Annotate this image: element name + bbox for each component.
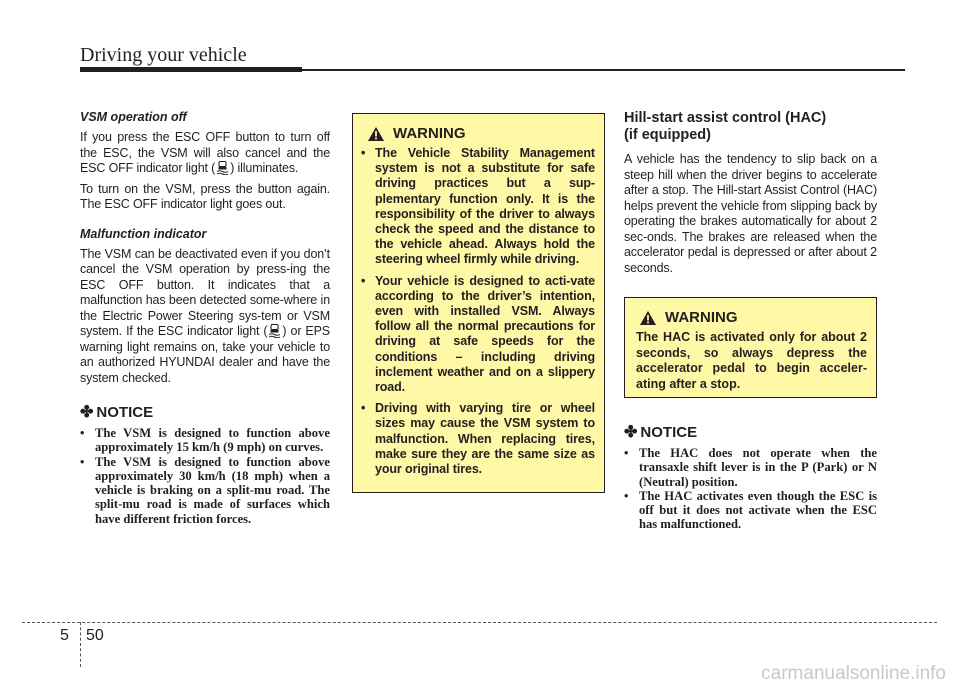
page-number: 50 — [86, 627, 104, 644]
malfunction-paragraph — [80, 247, 330, 387]
footer-rule — [22, 622, 937, 623]
header-rule-thick — [80, 67, 302, 72]
right-notice-item: • The HAC activates even though the ESC is off but it does not activate when the ESC has malfunctioned. — [624, 488, 877, 532]
page-header-title: Driving your vehicle — [80, 44, 247, 66]
hac-warning-box — [624, 297, 877, 398]
vsm-warning-item-text: The Vehicle Stability Management system is not a substitute for safe driving practices but a sup-plementary function only. It is the responsibility of the driver to always check the speed and the distance to the vehicle ahead. Always hold the steering wheel firmly while driving. — [375, 146, 595, 267]
left-notice-list — [80, 426, 330, 526]
vsm-off-heading: VSM operation off — [80, 110, 187, 124]
hac-paragraph: A vehicle has the tendency to slip back on a steep hill when the driver begins to accelerate after a stop. The Hill-start Assist Control (HAC) helps prevent the vehicle from slipping back by operating the brakes automatically for about 2 sec-onds. The brakes are released when the accelerator pedal is depressed or after about 2 seconds. — [624, 152, 877, 275]
hac-warning-text: The HAC is activated only for about 2 seconds, so always depress the accelerator pedal to begin acceler-ating after a stop. — [636, 330, 867, 391]
hac-heading-line2: (if equipped) — [624, 127, 711, 143]
vsm-warning-head — [353, 125, 604, 142]
right-notice-item-text: The HAC activates even though the ESC is off but it does not activate when the ESC has malfunctioned. — [639, 488, 877, 532]
vsm-warning-list — [353, 146, 604, 477]
vsm-warning-box — [352, 113, 605, 493]
vsm-warning-item: • Your vehicle is designed to acti-vate according to the driver’s intention, even with installed VSM. Always follow all the normal precautions for driving at safe speeds for the conditions – including driving inclement weather and on a slippery road. — [361, 273, 595, 395]
hac-heading — [624, 110, 877, 144]
right-notice-item: • The HAC does not operate when the transaxle shift lever is in the P (Park) or N (Neutral) position. — [624, 446, 877, 489]
esc-indicator-icon — [268, 324, 281, 338]
warning-triangle-icon — [639, 310, 657, 326]
right-notice-title — [624, 422, 877, 442]
malfunction-heading: Malfunction indicator — [80, 226, 207, 241]
vsm-warning-title: WARNING — [393, 125, 466, 142]
right-column — [624, 110, 877, 281]
malfunction-part-b: ) or EPS warning light remains on, take your vehicle to an authorized HYUNDAI dealer and have the system checked. — [80, 324, 330, 385]
vsm-warning-item-text: Your vehicle is designed to acti-vate according to the driver’s intention, even with installed VSM. Always follow all the normal precautions for driving at safe speeds for the conditions – including driving inclement weather and on a slippery road. — [375, 273, 595, 395]
right-notice-item-text: The HAC does not operate when the transaxle shift lever is in the P (Park) or N (Neutral) position. — [639, 446, 877, 489]
hac-warning-title: WARNING — [665, 309, 738, 326]
vsm-warning-item: • The Vehicle Stability Management system is not a substitute for safe driving practices but a sup-plementary function only. It is the responsibility of the driver to always check the speed and the distance to the vehicle ahead. Always hold the steering wheel firmly while driving. — [361, 146, 595, 267]
hac-warning-head — [636, 309, 867, 326]
vsm-off-p1-part-a: If you press the ESC OFF button to turn off the ESC, the VSM will also cancel and the ESC OFF indicator light ( — [80, 130, 330, 175]
hac-heading-line1: Hill-start assist control (HAC) — [624, 110, 827, 126]
left-column — [80, 110, 330, 526]
vsm-off-paragraph-2: To turn on the VSM, press the button again. The ESC OFF indicator light goes out. — [80, 181, 330, 211]
left-notice-title — [80, 402, 330, 422]
chapter-number: 5 — [60, 627, 69, 644]
left-notice-item: • The VSM is designed to function above approximately 30 km/h (18 mph) when a vehicle is braking on a split-mu road. The split-mu road is made of surfaces which have different friction forces. — [80, 454, 330, 526]
left-notice-item-text: The VSM is designed to function above approximately 15 km/h (9 mph) on curves. — [95, 426, 330, 455]
left-notice-item: • The VSM is designed to function above approximately 15 km/h (9 mph) on curves. — [80, 426, 330, 455]
right-notice-list — [624, 446, 877, 532]
vsm-warning-item: • Driving with varying tire or wheel sizes may cause the VSM system to malfunction. When replacing tires, make sure they are the same size as your original tires. — [361, 401, 595, 477]
left-notice-item-text: The VSM is designed to function above approximately 30 km/h (18 mph) when a vehicle is braking on a split-mu road. The split-mu road is made of surfaces which have different friction forces. — [95, 454, 330, 526]
malfunction-part-a: The VSM can be deactivated even if you don’t cancel the VSM operation by press-ing the ESC OFF button. It indicates that a malfunction has been detected some-where in the Electric Power Steering sys-tem or VSM system. If the ESC indicator light ( — [80, 246, 330, 338]
right-notice — [624, 422, 877, 532]
notice-star-icon: ✤ — [624, 424, 638, 441]
footer-divider — [80, 622, 81, 667]
esc-off-indicator-icon — [216, 161, 229, 175]
watermark: carmanualsonline.info — [761, 663, 946, 684]
vsm-warning-item-text: Driving with varying tire or wheel sizes may cause the VSM system to malfunction. When replacing tires, make sure they are the same size as your original tires. — [375, 401, 595, 477]
warning-triangle-icon — [367, 126, 385, 142]
right-notice-title-text: NOTICE — [640, 423, 698, 441]
vsm-off-p1-part-b: ) illuminates. — [230, 161, 299, 175]
left-notice-title-text: NOTICE — [96, 403, 154, 421]
vsm-off-paragraph-1 — [80, 130, 330, 177]
notice-star-icon: ✤ — [80, 404, 94, 421]
header-rule-thin — [302, 69, 905, 71]
